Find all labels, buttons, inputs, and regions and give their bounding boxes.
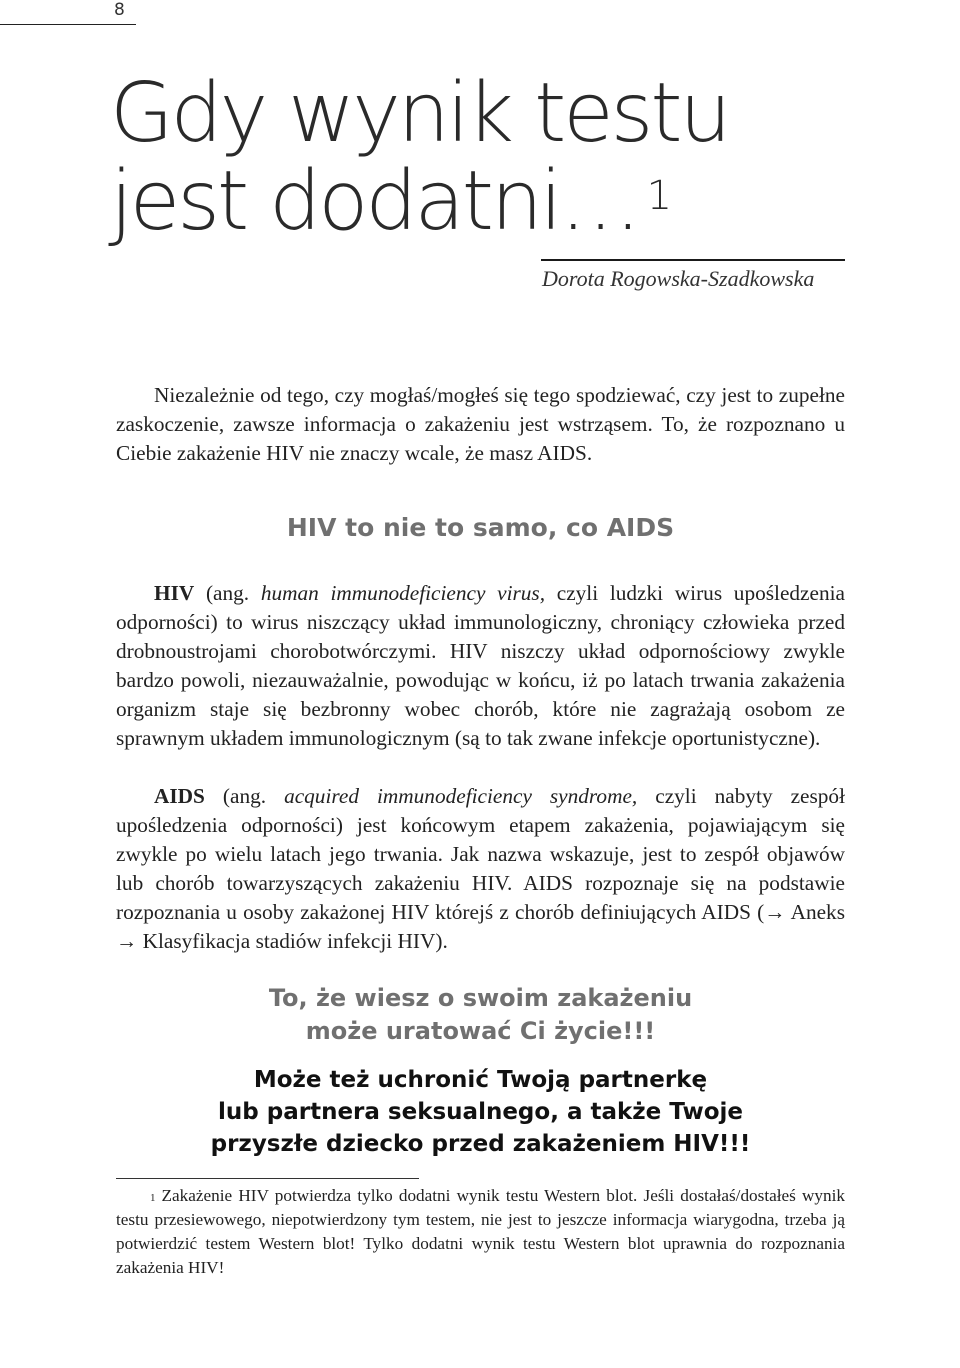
footnote-text: Zakażenie HIV potwierdza tylko dodatni wynik testu Western blot. Jeśli dostałaś/dostałeś wynik testu przesiewowego, niepotwierdzony tym testem, nie jest to jeszcze informacja wiarygodna, trzeba ją potwierdzić testem Western blot! Tylko dodatni wynik testu Western blot uprawnia do rozpoznania zakażenia HIV! [116,1186,845,1277]
footnote-mark: 1 [150,1192,156,1204]
callout-knowledge [116,982,845,1048]
callout-knowledge-line-2: może uratować Ci życie!!! [305,1017,656,1045]
section-heading: HIV to nie to samo, co AIDS [286,513,675,542]
intro-paragraph: Niezależnie od tego, czy mogłaś/mogłeś się tego spodziewać, czy jest to zupełne zaskoczenie, zawsze informacja o zakażeniu jest wstrząsem. To, że rozpoznano u Ciebie zakażenie HIV nie znaczy wcale, że masz AIDS. [116,383,845,465]
title-line-2 [110,154,810,249]
page-title [110,66,810,249]
callout-knowledge-line-1: To, że wiesz o swoim zakażeniu [268,984,693,1012]
hiv-definition-paragraph [116,579,845,753]
hiv-prefix: (ang. [194,581,261,605]
callout-protection-line-2: lub partnera seksualnego, a także Twoje [218,1099,743,1125]
title-footnote-ref[interactable]: 1 [646,173,673,219]
title-line-2-text: jest dodatni… [110,154,639,249]
hiv-definition-text: czyli ludzki wirus upośledzenia odporności) to wirus niszczący układ immunologiczny, chroniący człowieka przed drobnoustrojami chorobotwórczymi. HIV niszczy układ odpornościowy zwykle bardzo powoli, niezauważalnie, powodując w końcu, iż po latach trwania zakażenia organizm staje się bezbronny wobec chorób, które nie zagrażają osobom ze sprawnym układem immunologicznym (są to tak zwane infekcje oportunistyczne). [116,581,845,750]
callout-protection-line-1: Może też uchronić Twoją partnerkę [253,1067,708,1093]
aids-definition-paragraph [116,782,845,956]
footnote-divider [116,1178,419,1179]
title-line-1: Gdy wynik testu [110,66,729,161]
page-number-header [0,0,136,25]
aids-definition-text: czyli nabyty zespół upośledzenia odporności) jest końcowym etapem zakażenia, pojawiającym się zwykle po wielu latach jego trwania. Jak nazwa wskazuje, jest to zespół objawów lub chorób towarzyszących zakażeniu HIV. AIDS rozpoznaje się na podstawie rozpoznania u osoby zakażonej HIV którejś z chorób definiujących AIDS (→ Aneks → Klasyfikacja stadiów infekcji HIV). [116,784,845,953]
callout-protection [116,1064,845,1160]
callout-protection-line-3: przyszłe dziecko przed zakażeniem HIV!!! [210,1131,751,1157]
aids-english-name: acquired immunodeficiency syndrome, [284,784,638,808]
page-number: 8 [114,0,125,20]
hiv-term: HIV [154,581,195,605]
footnote [116,1184,845,1280]
author-name: Dorota Rogowska-Szadkowska [542,266,815,291]
aids-prefix: (ang. [204,784,285,808]
aids-term: AIDS [154,784,205,808]
author-divider [541,259,845,261]
hiv-english-name: human immunodeficiency virus, [260,581,546,605]
